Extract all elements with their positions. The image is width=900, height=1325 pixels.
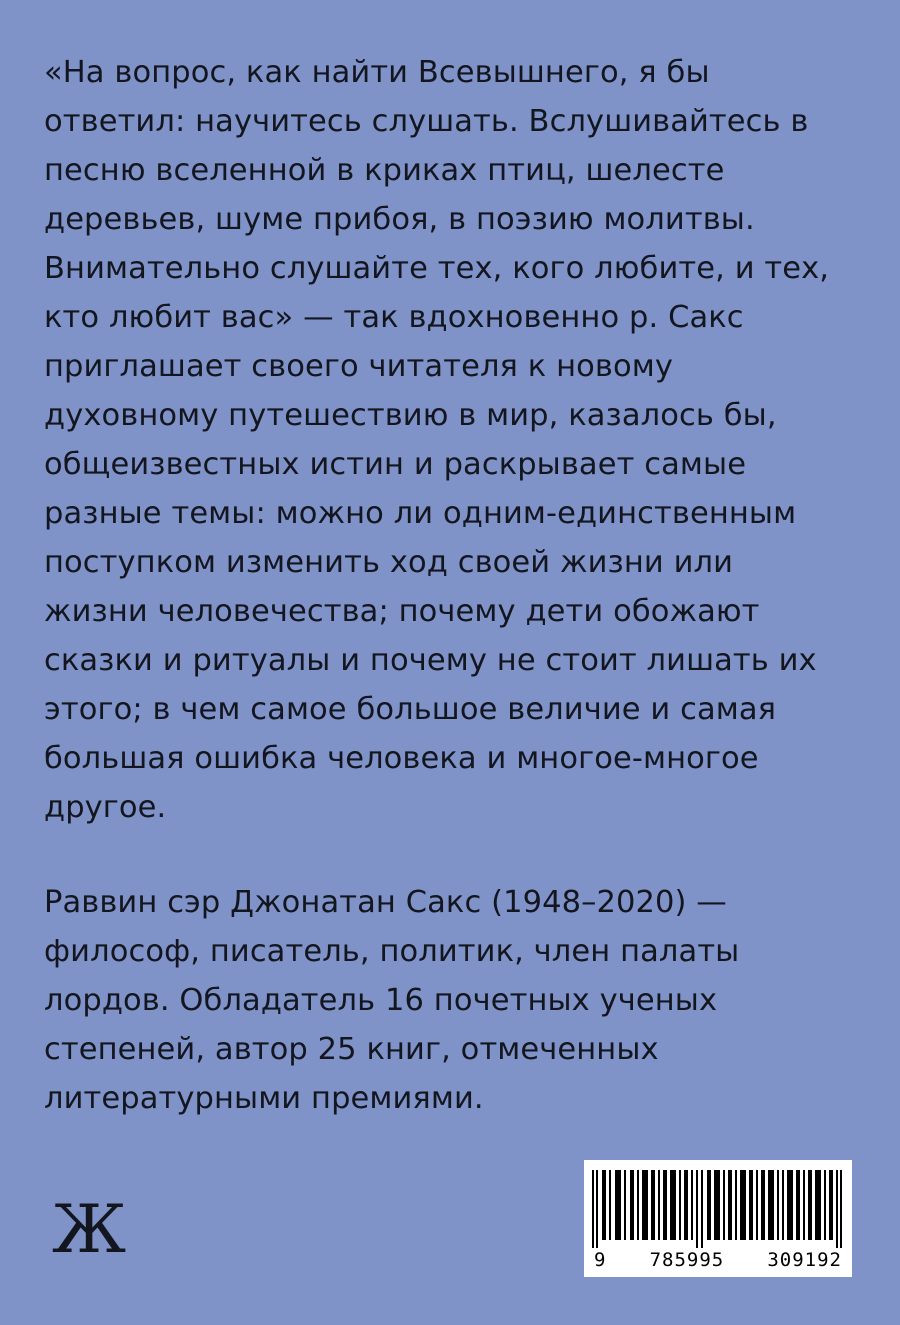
barcode-digit-group-2: 785995	[649, 1249, 725, 1271]
publisher-logo: Ж	[52, 1191, 127, 1268]
blurb-text	[44, 48, 844, 1123]
barcode-digit-group-3: 309192	[767, 1249, 842, 1271]
barcode-block	[584, 1160, 852, 1277]
blurb-paragraph-author-bio: Раввин сэр Джонатан Сакс (1948–2020) — философ, писатель, политик, член палаты лордов. Обладатель 16 почетных ученых степеней, автор 25 книг, отмеченных литературными премиями.	[44, 885, 740, 1116]
barcode-digit-group-1: 9	[594, 1249, 607, 1271]
blurb-paragraph-quote: «На вопрос, как найти Всевышнего, я бы ответил: научитесь слушать. Вслушивайтесь в песню вселенной в криках птиц, шелесте деревьев, шуме прибоя, в поэзию молитвы. Внимательно слушайте тех, кого любите, и тех, кто любит вас» — так вдохновенно р. Сакс приглашает своего читателя к новому духовному путешествию в мир, казалось бы, общеизвестных истин и раскрывает самые разные темы: можно ли одним-единственным поступком изменить ход своей жизни или жизни человечества; почему дети обожают сказки и ритуалы и почему не стоит лишать их этого; в чем самое большое величие и самая большая ошибка человека и многое-многое другое.	[44, 55, 830, 825]
barcode-bars-icon	[592, 1170, 844, 1248]
barcode-number	[592, 1248, 844, 1273]
